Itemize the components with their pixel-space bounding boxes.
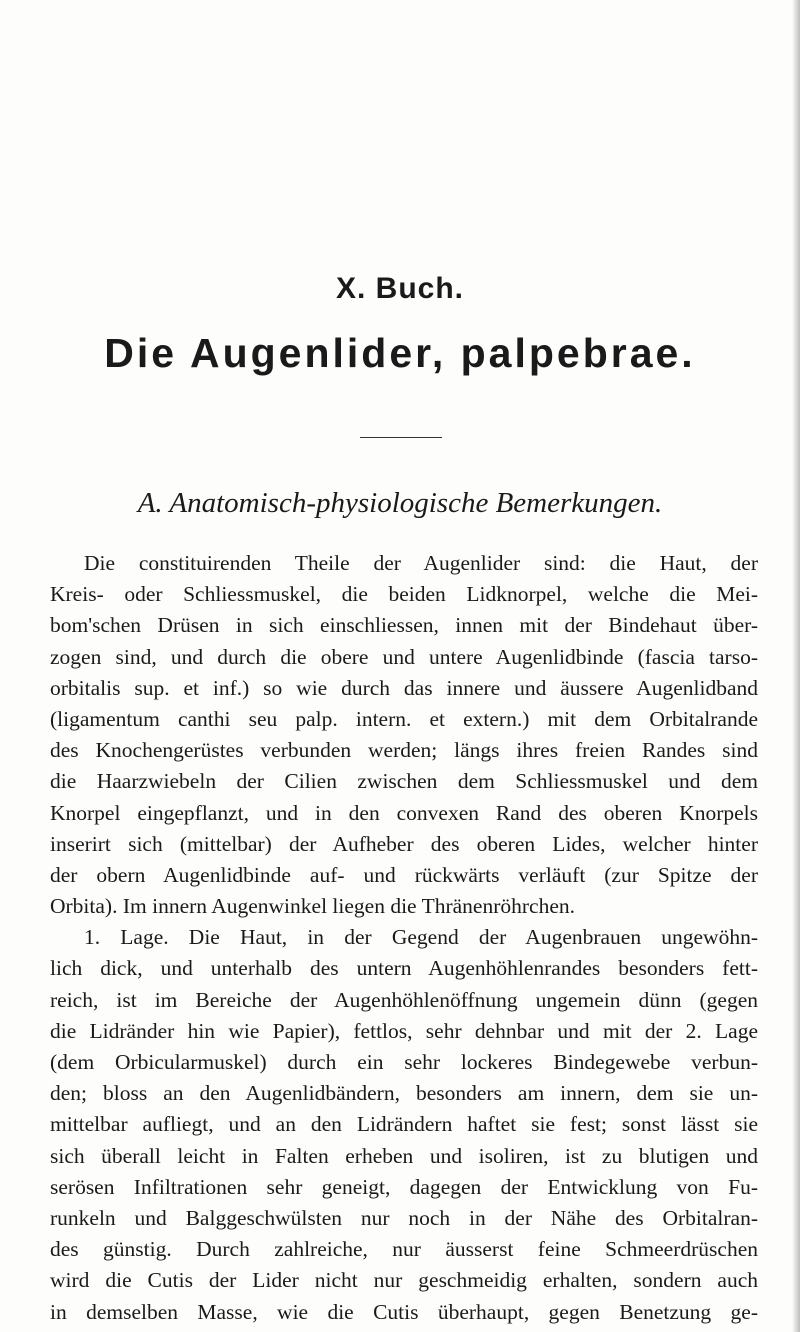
page-edge-shadow — [792, 0, 800, 1332]
text-line: den; bloss an den Augenlidbändern, besonders am innern, dem sie un- — [50, 1081, 758, 1106]
text-line: runkeln und Balggeschwülsten nur noch in der Nähe des Orbitalran- — [50, 1205, 758, 1230]
text-line: 1. Lage. Die Haut, in der Gegend der Augenbrauen ungewöhn- — [84, 925, 758, 950]
text-line: Orbita). Im innern Augenwinkel liegen die Thränenröhrchen. — [50, 894, 575, 919]
text-line: serösen Infiltrationen sehr geneigt, dagegen der Entwicklung von Fu- — [50, 1174, 758, 1199]
text-line: wird die Cutis der Lider nicht nur geschmeidig erhalten, sondern auch — [50, 1268, 758, 1293]
chapter-title: Die Augenlider, palpebrae. — [104, 330, 696, 376]
text-line: bom'schen Drüsen in sich einschliessen, innen mit der Bindehaut über- — [50, 613, 758, 638]
text-line: (dem Orbicularmuskel) durch ein sehr lockeres Bindegewebe verbun- — [50, 1050, 758, 1074]
text-line: Die constituirenden Theile der Augenlider sind: die Haut, der — [84, 551, 758, 575]
text-line: zogen sind, und durch die obere und untere Augenlidbinde (fascia tarso- — [50, 644, 758, 669]
section-heading: A. Anatomisch-physiologische Bemerkungen. — [137, 487, 663, 519]
text-line: reich, ist im Bereiche der Augenhöhlenöffnung ungemein dünn (gegen — [50, 987, 758, 1012]
text-line: (ligamentum canthi seu palp. intern. et extern.) mit dem Orbitalrande — [50, 706, 758, 731]
text-line: sich überall leicht in Falten erheben und isoliren, ist zu blutigen und — [50, 1143, 758, 1168]
text-line: des günstig. Durch zahlreiche, nur äusserst feine Schmeerdrüschen — [50, 1237, 758, 1262]
text-line: orbitalis sup. et inf.) so wie durch das innere und äussere Augenlidband — [50, 675, 758, 700]
text-line: die Lidränder hin wie Papier), fettlos, sehr dehnbar und mit der 2. Lage — [50, 1018, 758, 1043]
text-line: Knorpel eingepflanzt, und in den convexen Rand des oberen Knorpels — [50, 800, 758, 825]
text-line: die Haarzwiebeln der Cilien zwischen dem Schliessmuskel und dem — [50, 769, 758, 794]
text-line: des Knochengerüstes verbunden werden; längs ihres freien Randes sind — [50, 738, 758, 763]
body-text — [50, 548, 758, 1328]
text-line: der obern Augenlidbinde auf- und rückwärts verläuft (zur Spitze der — [50, 862, 758, 887]
text-line: Kreis- oder Schliessmuskel, die beiden Lidknorpel, welche die Mei- — [50, 582, 758, 607]
text-line: inserirt sich (mittelbar) der Aufheber des oberen Lides, welcher hinter — [50, 831, 758, 856]
book-heading: X. Buch. — [335, 272, 464, 305]
title-rule — [360, 437, 442, 438]
text-line: mittelbar aufliegt, und an den Lidrändern haftet sie fest; sonst lässt sie — [50, 1112, 758, 1137]
text-line: lich dick, und unterhalb des untern Augenhöhlenrandes besonders fett- — [50, 956, 758, 981]
text-line: in demselben Masse, wie die Cutis überhaupt, gegen Benetzung ge- — [50, 1299, 758, 1324]
